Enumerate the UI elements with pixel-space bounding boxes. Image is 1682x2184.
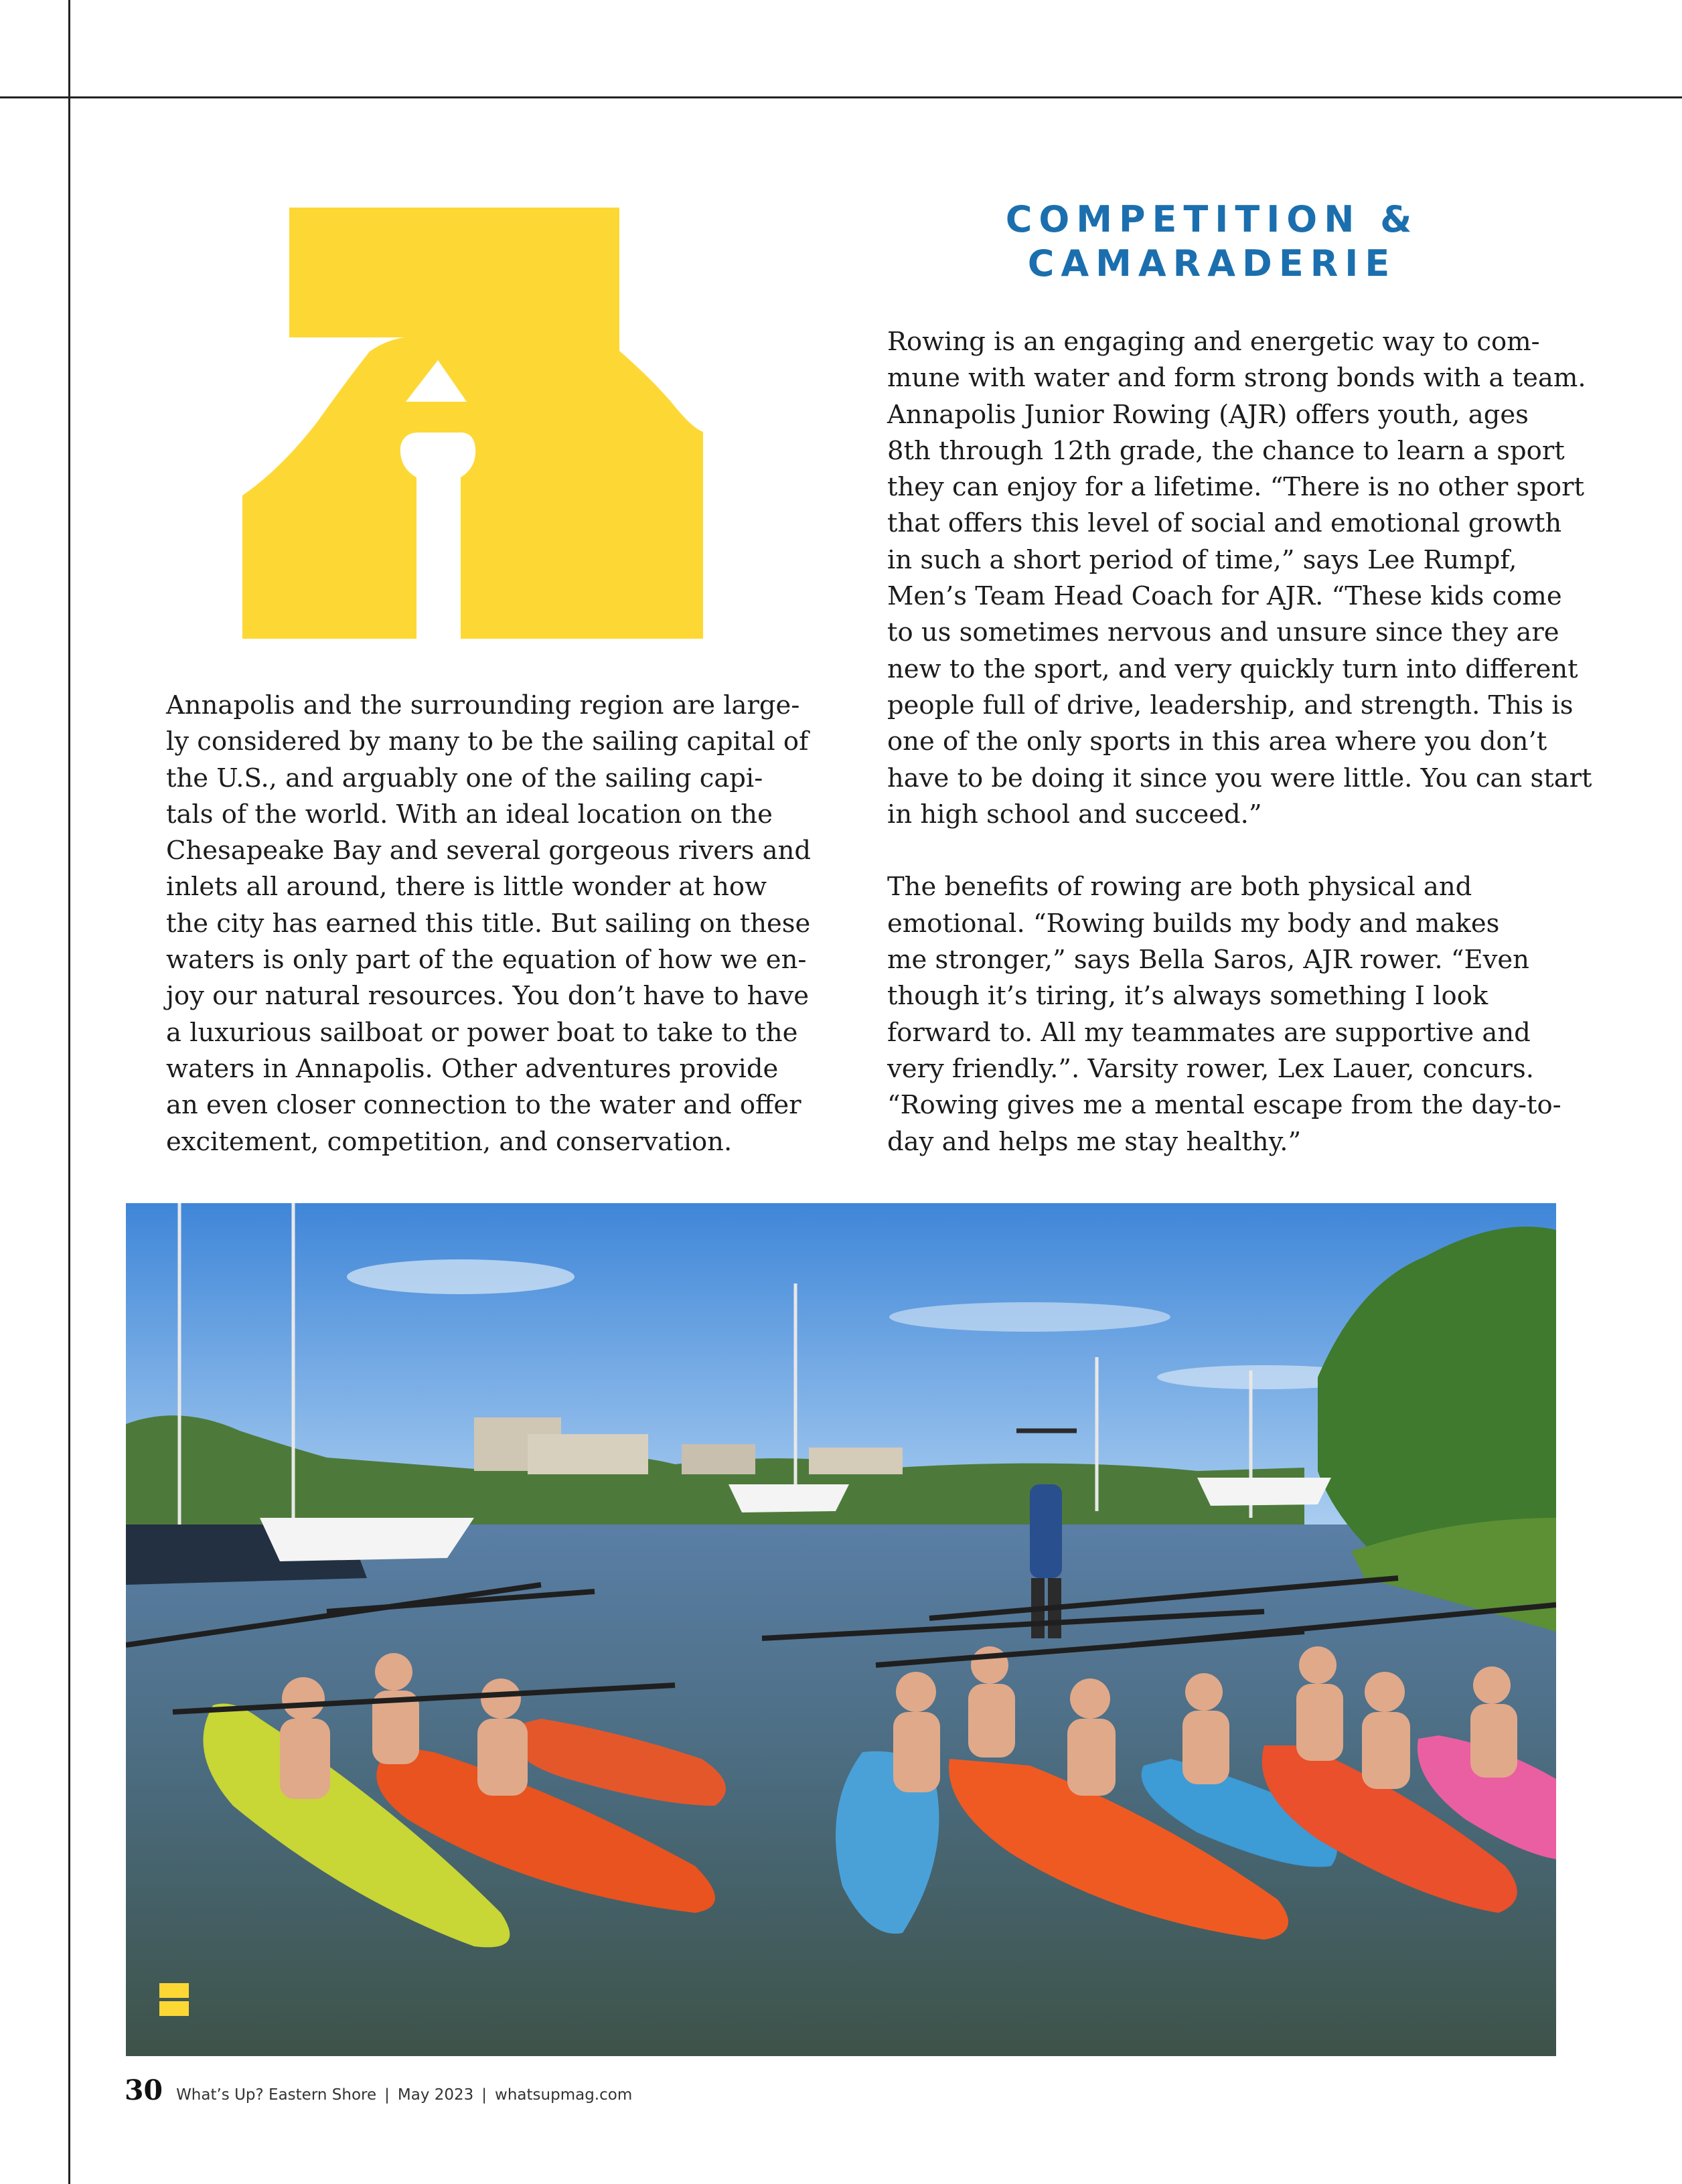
horizontal-rule [0, 96, 1682, 98]
text-line: Men’s Team Head Coach for AJR. “These kids come [887, 581, 1562, 612]
text-line: the city has earned this title. But sailing on these [166, 908, 811, 939]
text-line: people full of drive, leadership, and strength. This is [887, 690, 1574, 720]
text-line: new to the sport, and very quickly turn into different [887, 653, 1578, 684]
text-line: they can enjoy for a lifetime. “There is no other sport [887, 472, 1584, 503]
text-line: inlets all around, there is little wonder at how [166, 872, 767, 903]
benefits-paragraph [887, 869, 1592, 1160]
drop-cap-a-sailboat-icon [242, 208, 703, 639]
text-line: emotional. “Rowing builds my body and makes [887, 908, 1500, 939]
text-line: that offers this level of social and emotional growth [887, 508, 1562, 539]
issue-date: May 2023 [397, 2086, 474, 2104]
text-line: very friendly.”. Varsity rower, Lex Lauer, concurs. [887, 1053, 1534, 1084]
text-line: a luxurious sailboat or power boat to take to the [166, 1017, 798, 1048]
paragraph-gap [887, 833, 1592, 869]
text-line: Annapolis Junior Rowing (AJR) offers youth, ages [887, 399, 1529, 430]
text-line: “Rowing gives me a mental escape from the day-to- [887, 1090, 1561, 1121]
website-link[interactable]: whatsupmag.com [495, 2086, 633, 2104]
text-line: The benefits of rowing are both physical and [887, 872, 1472, 903]
text-line: in high school and succeed.” [887, 799, 1262, 830]
text-line: waters in Annapolis. Other adventures provide [166, 1053, 779, 1084]
text-line: in such a short period of time,” says Lee Rumpf, [887, 544, 1517, 575]
text-line: Chesapeake Bay and several gorgeous rivers and [166, 836, 812, 866]
section-heading [864, 198, 1560, 286]
publication-name: What’s Up? Eastern Shore [176, 2086, 377, 2104]
text-line: ly considered by many to be the sailing capital of [166, 726, 809, 757]
text-line: to us sometimes nervous and unsure since they are [887, 617, 1559, 648]
heading-line-1: COMPETITION & [1005, 198, 1419, 240]
rowing-article-column [887, 324, 1592, 1160]
vertical-rule [68, 0, 70, 2184]
text-line: Annapolis and the surrounding region are large- [166, 690, 800, 720]
kayak-group-photo [126, 1203, 1556, 2056]
text-line: Rowing is an engaging and energetic way to com- [887, 327, 1540, 357]
heading-line-2: CAMARADERIE [1027, 242, 1397, 285]
text-line: mune with water and form strong bonds with a team. [887, 363, 1586, 394]
text-line: one of the only sports in this area where you don’t [887, 726, 1547, 757]
footer-separator: | [481, 2086, 487, 2104]
text-line: the U.S., and arguably one of the sailing capi- [166, 763, 763, 793]
text-line: excitement, competition, and conservation. [166, 1126, 733, 1157]
text-line: an even closer connection to the water and offer [166, 1090, 801, 1121]
text-line: forward to. All my teammates are supportive and [887, 1017, 1531, 1048]
text-line: 8th through 12th grade, the chance to learn a sport [887, 435, 1565, 466]
text-line: waters is only part of the equation of how we en- [166, 945, 807, 976]
page-footer [125, 2074, 632, 2108]
text-line: tals of the world. With an ideal location on the [166, 799, 773, 830]
text-line: day and helps me stay healthy.” [887, 1126, 1302, 1157]
text-line: though it’s tiring, it’s always something I look [887, 981, 1488, 1012]
text-line: me stronger,” says Bella Saros, AJR rower. “Even [887, 945, 1529, 976]
footer-separator: | [384, 2086, 390, 2104]
text-line: have to be doing it since you were little. You can start [887, 763, 1592, 793]
intro-paragraph [166, 688, 811, 1160]
text-line: joy our natural resources. You don’t have to have [166, 981, 810, 1012]
page-number: 30 [125, 2074, 163, 2106]
rowing-paragraph [887, 324, 1592, 833]
